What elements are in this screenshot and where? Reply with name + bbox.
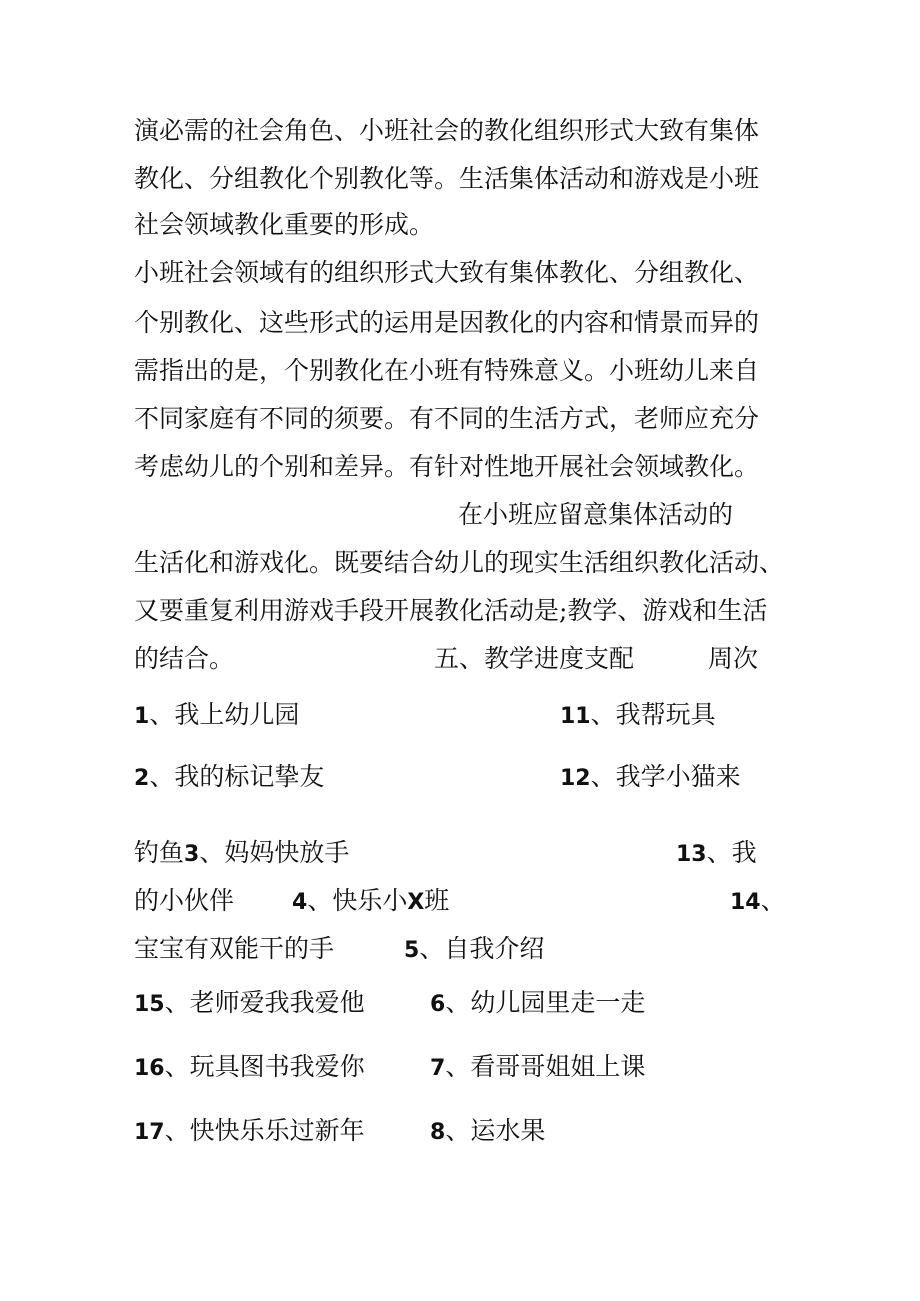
lesson-title: 、快乐小 [307,886,408,915]
week-label: 周次 [708,644,759,673]
week-number: 8 [430,1120,446,1145]
week-number: 7 [430,1056,446,1081]
schedule-item [134,840,349,866]
week-number: 11 [560,704,591,729]
paragraph-line: 演必需的社会角色、小班社会的教化组织形式大致有集体 [134,116,760,145]
lesson-title: 、快快乐乐过新年 [164,1116,365,1145]
section-heading: 五、教学进度支配 [434,644,635,673]
week-number: 3 [184,842,200,867]
lesson-title: 、老师爱我我爱他 [164,988,365,1017]
week-number: 14 [730,890,761,915]
paragraph-line: 社会领域教化重要的形成。 [134,210,435,239]
schedule-item [292,888,449,914]
lesson-title: 钓鱼 [134,838,185,867]
schedule-item [134,936,334,961]
week-number: 16 [134,1056,165,1081]
schedule-item [430,1118,545,1144]
schedule-item [134,764,324,790]
lesson-title: 、 [760,886,786,915]
schedule-item [134,990,365,1016]
paragraph-line: 生活化和游戏化。既要结合幼儿的现实生活组织教化活动、 [134,548,785,577]
schedule-item [404,936,544,962]
schedule-item [560,702,716,728]
week-number: 17 [134,1120,165,1145]
schedule-item [560,764,741,790]
week-number: 5 [404,938,420,963]
lesson-title: 、我学小猫来 [590,762,741,791]
lesson-title: 、看哥哥姐姐上课 [445,1052,646,1081]
week-number: 4 [292,890,308,915]
lesson-title: 、我帮玩具 [590,700,716,729]
lesson-title: 的小伙伴 [134,886,235,915]
paragraph-line: 个别教化、这些形式的运用是因教化的内容和情景而异的 [134,308,760,337]
lesson-title: 、运水果 [445,1116,546,1145]
paragraph-line: 考虑幼儿的个别和差异。有针对性地开展社会领域教化。 [134,452,760,481]
lesson-title: 、自我介绍 [419,934,545,963]
paragraph-line: 需指出的是，个别教化在小班有特殊意义。小班幼儿来自 [134,356,760,385]
paragraph-line: 小班社会领域有的组织形式大致有集体教化、分组教化、 [134,258,760,287]
lesson-title: 、我 [706,838,757,867]
week-number: 2 [134,766,150,791]
paragraph-line: 教化、分组教化个别教化等。生活集体活动和游戏是小班 [134,164,760,193]
week-number: 13 [676,842,707,867]
lesson-title: 班 [424,886,450,915]
paragraph-line: 的结合。 [134,644,235,673]
lesson-title: 、玩具图书我爱你 [164,1052,365,1081]
paragraph-line: 不同家庭有不同的须要。有不同的生活方式，老师应充分 [134,404,760,433]
week-number: 1 [134,704,150,729]
schedule-item [134,1054,365,1080]
schedule-item [134,888,234,913]
schedule-item [430,990,645,1016]
schedule-item [730,888,786,914]
lesson-title: 宝宝有双能干的手 [134,934,335,963]
lesson-title: 、幼儿园里走一走 [445,988,646,1017]
week-number: 15 [134,992,165,1017]
schedule-item [134,702,299,728]
lesson-title: 、我上幼儿园 [149,700,300,729]
schedule-item [676,840,757,866]
lesson-title: 、妈妈快放手 [199,838,350,867]
week-number: 12 [560,766,591,791]
paragraph-line: 在小班应留意集体活动的 [458,500,734,529]
paragraph-line: 又要重复利用游戏手段开展教化活动是;教学、游戏和生活 [134,596,768,625]
lesson-title: 、我的标记挚友 [149,762,325,791]
schedule-item [430,1054,645,1080]
week-number: 6 [430,992,446,1017]
lesson-title: X [407,890,425,915]
schedule-item [134,1118,365,1144]
